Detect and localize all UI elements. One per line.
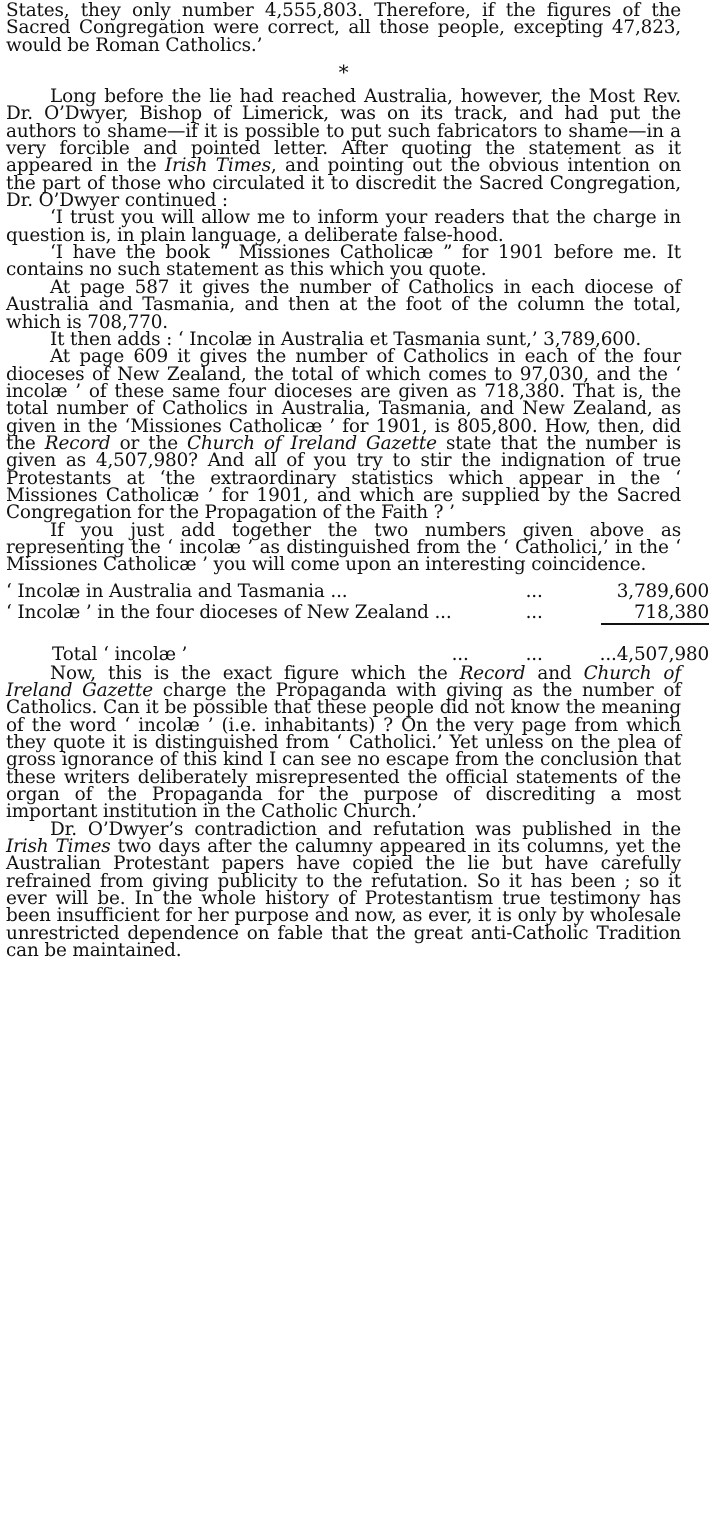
table-rule-row <box>6 623 709 644</box>
paragraph-refutation <box>6 818 681 962</box>
paragraph-opening-quote-end: States, they only number 4,555,803. Therefore, if the figures of the Sacred Congregation were correct, all those people, excepting 47,823, would be Roman Catholics.’ <box>6 0 681 56</box>
section-divider-star: * <box>338 60 349 85</box>
table-row-label: ‘ Incolæ in Australia and Tasmania ... <box>6 580 348 602</box>
paragraph-add-together: If you just add together the two numbers given above as representing the ‘ incolæ ’ as distinguished from the ‘ Catholici,’ in the ‘ Missiones Catholicæ ’ you will come upon an interesting coincidence. <box>6 519 681 576</box>
italic-title-church-gazette: Church of Ireland Gazette <box>6 662 681 701</box>
paragraph-quote-book: ‘I have the book “ Missiones Catholicæ ” for 1901 before me. It contains no such statement as this which you quote. <box>6 242 681 281</box>
italic-title-irish-times: Irish Times <box>6 836 111 858</box>
paragraph-bishop-letter <box>6 86 682 212</box>
total-value: 4,507,980 <box>616 643 709 665</box>
italic-title-church-gazette: Church of Ireland Gazette <box>187 432 437 454</box>
text-run: charge the Propaganda with giving as the number of Catholics. Can it be possible that these people did not know the meaning of the word ‘ incolæ ’ (i.e. inhabitants) ? On the very page from which they quote it is distinguished from ‘ Catholici.’ Yet unless on the plea of gross ignorance of this kind I can see no escape from the conclusion that these writers deliberately misrepresented the official statements of the organ of the Propaganda for the purpose of discrediting a most important institution in the Catholic Church.’ <box>6 680 681 823</box>
table-row-value: 718,380 <box>634 601 709 623</box>
incolae-totals-table <box>6 581 709 665</box>
total-label: Total ‘ incolæ ’ <box>52 643 188 665</box>
paragraph-page-587: At page 587 it gives the number of Catholics in each diocese of Australia and Tasmania, and then at the foot of the column the total, which is 708,770. <box>6 276 681 333</box>
paragraph-page-609 <box>6 346 681 524</box>
paragraph-exact-figure <box>6 662 681 823</box>
text-run: At page 609 it gives the number of Catholics in each of the four dioceses of New Zealand, the total of which comes to 97,030, and the ‘ incolæ ’ of these same four dioceses are given as 718,380. That is, the total number of Catholics in Australia, Tasmania, and New Zealand, as given in the ‘Missiones Catholicæ ’ for 1901, is 805,800. How, then, did the <box>6 346 681 454</box>
table-row <box>6 602 709 623</box>
text-run: Now, this is the exact figure which the <box>50 662 460 684</box>
italic-title-record: Record <box>44 432 111 454</box>
leader-dots: ... <box>525 580 543 602</box>
text-run: state that the number is given as 4,507,980? And all of you try to stir the indignation of true Protestants at ‘the extraordinary statistics which appear in the ‘ Missiones Catholicæ ’ for 1901, and which are supplied by the Sacred Congregation for the Propagation of the Faith ? ’ <box>6 432 681 524</box>
text-run: Dr. O’Dwyer’s contradiction and refutation was published in the <box>50 818 681 840</box>
text-run: , and pointing out the obvious intention on the part of those who circulated it to discredit the Sacred Congregation, Dr. O’Dwyer continued : <box>6 155 682 212</box>
text-run: Long before the lie had reached Australia, however, the Most Rev. Dr. O’Dwyer, Bishop of Limerick, was on its track, and had put the authors to shame—if it is possible to put such fabricators to shame—in a very forcible and pointed letter. After quoting the statement as it appeared in the <box>6 86 681 177</box>
italic-title-irish-times: Irish Times <box>164 155 271 177</box>
paragraph-quote-trust: ‘I trust you will allow me to inform your readers that the charge in question is, in plain language, a deliberate false-hood. <box>6 207 681 246</box>
paragraph-incolae-australia: It then adds : ‘ Incolæ in Australia et Tasmania sunt,’ 3,789,600. <box>50 328 642 350</box>
table-row <box>6 581 709 602</box>
text-run: and <box>525 662 584 684</box>
leader-dots: ... <box>525 601 543 623</box>
sum-rule-cell <box>6 623 709 644</box>
italic-title-record: Record <box>459 662 526 684</box>
table-row-label: ‘ Incolæ ’ in the four dioceses of New Zealand ... <box>6 601 452 623</box>
text-run: two days after the calumny appeared in its columns, yet the Australian Protestant papers have copied the lie but have carefully refrained from giving publicity to the refutation. So it has been ; so it ever will be. In the whole history of Protestantism true testimony has been insufficient for her purpose and now, as ever, it is only by wholesale unrestricted dependence on fable that the great anti-Catholic Tradition can be maintained. <box>6 836 681 962</box>
text-run: or the <box>110 432 188 454</box>
leader-dots: ... ... ... <box>451 643 617 665</box>
table-total-row <box>6 644 709 665</box>
table-row-value: 3,789,600 <box>616 580 709 602</box>
sum-rule <box>601 623 709 625</box>
